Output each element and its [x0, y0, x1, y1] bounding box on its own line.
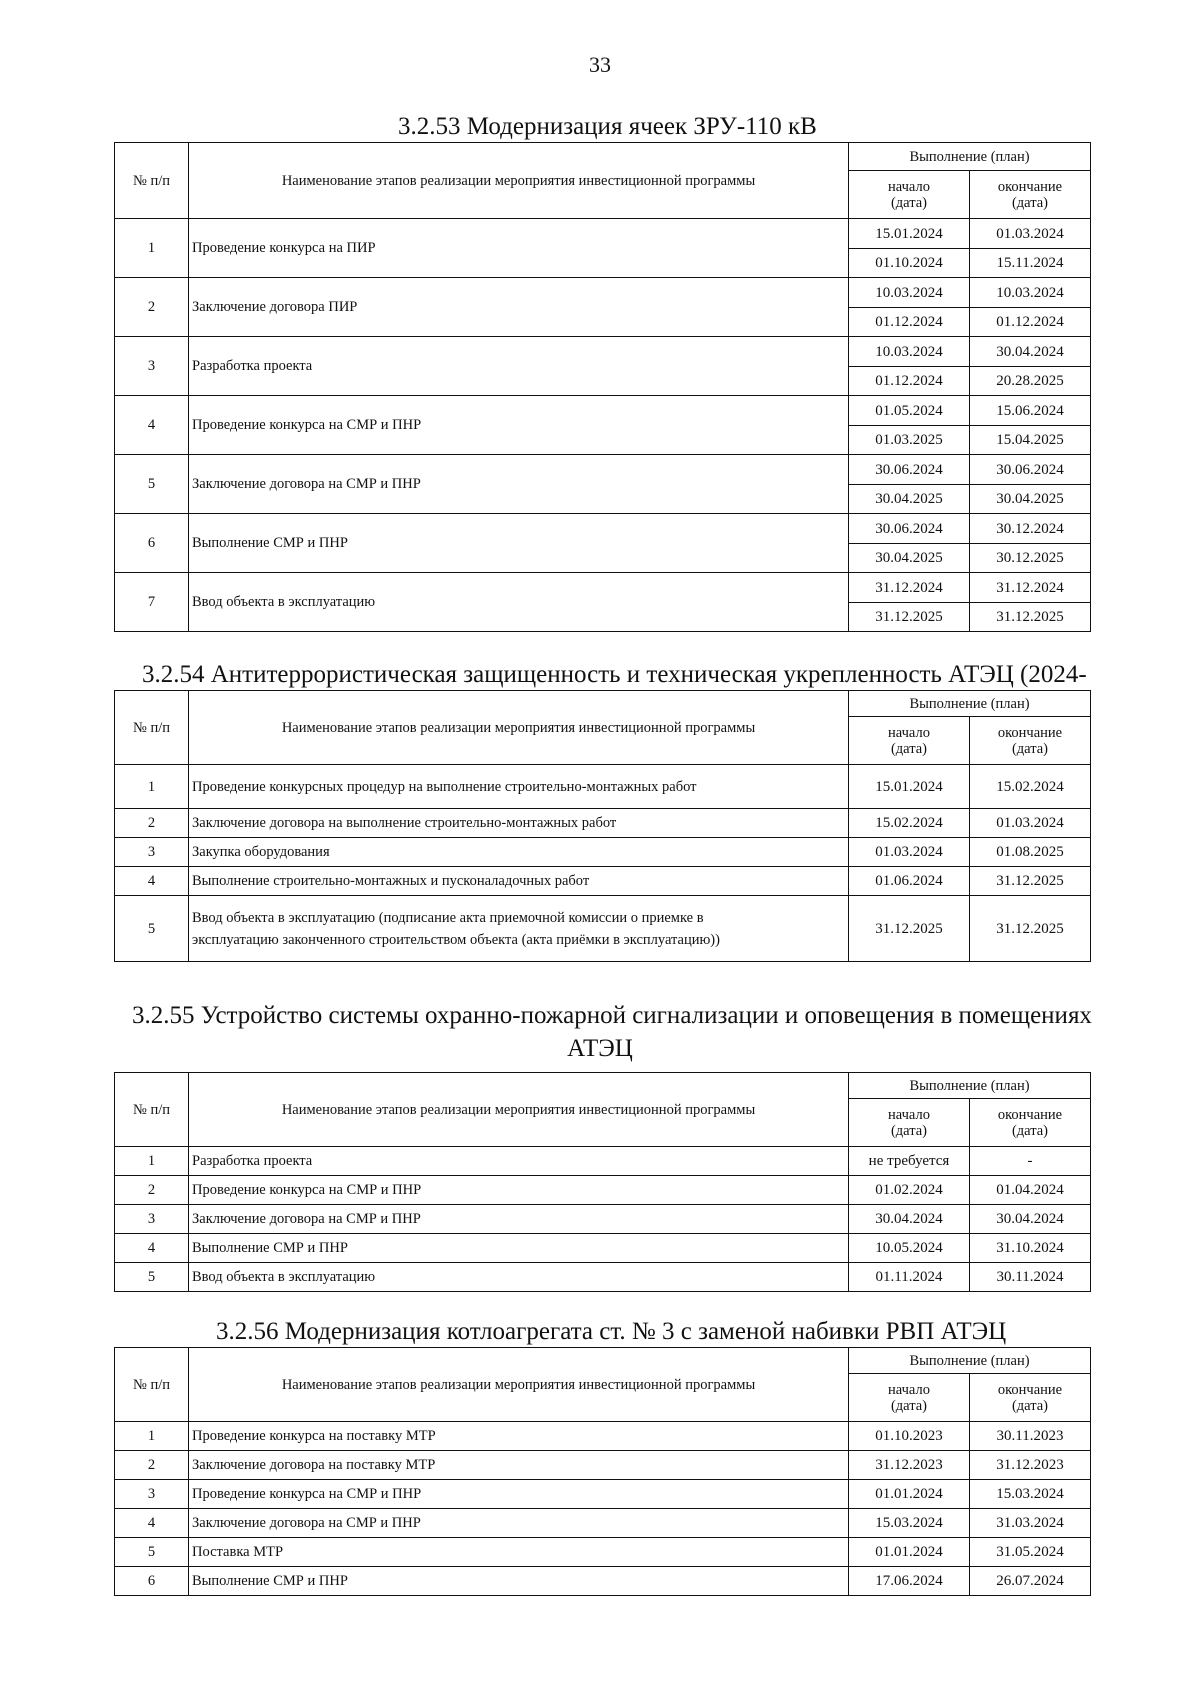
- row-num: 1: [115, 1422, 189, 1451]
- row-end: 01.04.2024: [970, 1176, 1091, 1205]
- header-start-unit: (дата): [890, 1397, 928, 1414]
- section-title-3-2-53: 3.2.53 Модернизация ячеек ЗРУ-110 кВ: [398, 113, 817, 140]
- row-num: 3: [115, 337, 189, 396]
- row-end: 20.28.2025: [970, 367, 1091, 396]
- table-row: [115, 337, 1091, 367]
- row-num: 4: [115, 1234, 189, 1263]
- row-start: 30.06.2024: [849, 455, 970, 485]
- row-end: 31.10.2024: [970, 1234, 1091, 1263]
- header-end-unit: (дата): [1011, 194, 1049, 211]
- header-start: [849, 717, 970, 765]
- row-start: не требуется: [849, 1147, 970, 1176]
- row-name: Заключение договора на СМР и ПНР: [189, 1509, 849, 1538]
- row-start: 01.12.2024: [849, 308, 970, 337]
- row-num: 1: [115, 1147, 189, 1176]
- row-end: 31.12.2025: [970, 896, 1091, 962]
- row-start: 01.01.2024: [849, 1480, 970, 1509]
- row-end: 15.02.2024: [970, 765, 1091, 809]
- row-end: 31.12.2025: [970, 603, 1091, 632]
- table-row: [115, 1205, 1091, 1234]
- row-end: 31.05.2024: [970, 1538, 1091, 1567]
- row-name: Заключение договора ПИР: [189, 278, 849, 337]
- header-end: [970, 171, 1091, 219]
- row-end: 30.11.2024: [970, 1263, 1091, 1292]
- header-start-label: начало: [888, 1381, 930, 1398]
- row-end: 01.03.2024: [970, 219, 1091, 249]
- row-start: 15.02.2024: [849, 809, 970, 838]
- row-name: Ввод объекта в эксплуатацию: [189, 573, 849, 632]
- table-row: [115, 1451, 1091, 1480]
- row-num: 3: [115, 1205, 189, 1234]
- row-name: Заключение договора на выполнение строительно-монтажных работ: [189, 809, 849, 838]
- table-row: [115, 809, 1091, 838]
- row-start: 30.04.2024: [849, 1205, 970, 1234]
- table-row: [115, 1422, 1091, 1451]
- row-name: Поставка МТР: [189, 1538, 849, 1567]
- header-end-label: окончание: [997, 724, 1063, 741]
- row-end: 30.06.2024: [970, 455, 1091, 485]
- table-row: [115, 514, 1091, 544]
- row-start: 01.03.2025: [849, 426, 970, 455]
- header-start-label: начало: [888, 1106, 930, 1123]
- row-start: 10.03.2024: [849, 278, 970, 308]
- table-row: [115, 1176, 1091, 1205]
- row-name-line2: эксплуатацию законченного строительством объекта (акта приёмки в эксплуатацию)): [192, 931, 720, 948]
- row-start: 01.02.2024: [849, 1176, 970, 1205]
- section-title-3-2-55-line1: 3.2.55 Устройство системы охранно-пожарной сигнализации и оповещения в помещениях: [132, 1002, 1092, 1029]
- row-start: 30.04.2025: [849, 485, 970, 514]
- row-num: 1: [115, 765, 189, 809]
- header-name: Наименование этапов реализации мероприятия инвестиционной программы: [189, 1348, 849, 1422]
- row-end: 01.03.2024: [970, 809, 1091, 838]
- table-row: [115, 1509, 1091, 1538]
- table-row: [115, 219, 1091, 249]
- row-num: 6: [115, 514, 189, 573]
- row-name: Разработка проекта: [189, 1147, 849, 1176]
- header-execution: Выполнение (план): [849, 1348, 1091, 1374]
- row-name: Закупка оборудования: [189, 838, 849, 867]
- header-start-unit: (дата): [890, 1122, 928, 1139]
- row-start: 15.03.2024: [849, 1509, 970, 1538]
- row-end: 15.11.2024: [970, 249, 1091, 278]
- row-end: 31.12.2024: [970, 573, 1091, 603]
- row-start: 15.01.2024: [849, 219, 970, 249]
- header-num: № п/п: [115, 1073, 189, 1147]
- table-row: [115, 455, 1091, 485]
- row-end: 01.08.2025: [970, 838, 1091, 867]
- table-row: [115, 1234, 1091, 1263]
- row-end: 31.12.2025: [970, 867, 1091, 896]
- row-num: 2: [115, 809, 189, 838]
- header-end-unit: (дата): [1011, 1122, 1049, 1139]
- row-end: 26.07.2024: [970, 1567, 1091, 1596]
- header-start-label: начало: [888, 724, 930, 741]
- row-num: 5: [115, 1538, 189, 1567]
- row-name: Заключение договора на СМР и ПНР: [189, 455, 849, 514]
- header-start-unit: (дата): [890, 740, 928, 757]
- row-start: 01.10.2024: [849, 249, 970, 278]
- row-end: 30.12.2025: [970, 544, 1091, 573]
- table-3-2-53: [114, 142, 1091, 632]
- table-row: [115, 1538, 1091, 1567]
- header-start-unit: (дата): [890, 194, 928, 211]
- table-3-2-54: [114, 690, 1091, 962]
- row-end: 30.04.2024: [970, 1205, 1091, 1234]
- row-name-line1: Ввод объекта в эксплуатацию (подписание акта приемочной комиссии о приемке в: [192, 909, 704, 926]
- table-3-2-56: [114, 1347, 1091, 1596]
- row-start: 01.12.2024: [849, 367, 970, 396]
- row-end: 01.12.2024: [970, 308, 1091, 337]
- table-row: [115, 765, 1091, 809]
- row-num: 2: [115, 1451, 189, 1480]
- row-end: 31.03.2024: [970, 1509, 1091, 1538]
- row-num: 5: [115, 455, 189, 514]
- row-start: 31.12.2025: [849, 896, 970, 962]
- table-3-2-55: [114, 1072, 1091, 1292]
- table-row: [115, 1147, 1091, 1176]
- header-end: [970, 1374, 1091, 1422]
- table-row: [115, 867, 1091, 896]
- row-name: Выполнение СМР и ПНР: [189, 1234, 849, 1263]
- page-number: 33: [589, 52, 611, 77]
- row-num: 5: [115, 1263, 189, 1292]
- header-end-label: окончание: [997, 1381, 1063, 1398]
- header-start: [849, 171, 970, 219]
- header-end: [970, 717, 1091, 765]
- row-end: 15.03.2024: [970, 1480, 1091, 1509]
- row-start: 31.12.2025: [849, 603, 970, 632]
- row-start: 15.01.2024: [849, 765, 970, 809]
- row-end: 30.11.2023: [970, 1422, 1091, 1451]
- header-num: № п/п: [115, 691, 189, 765]
- table-row: [115, 396, 1091, 426]
- row-start: 30.06.2024: [849, 514, 970, 544]
- row-num: 1: [115, 219, 189, 278]
- header-start: [849, 1374, 970, 1422]
- table-row: [115, 838, 1091, 867]
- row-start: 10.05.2024: [849, 1234, 970, 1263]
- section-title-3-2-55-line2: АТЭЦ: [567, 1035, 633, 1062]
- row-num: 3: [115, 838, 189, 867]
- section-title-3-2-56: 3.2.56 Модернизация котлоагрегата ст. № 3 с заменой набивки РВП АТЭЦ: [216, 1318, 1007, 1345]
- row-num: 7: [115, 573, 189, 632]
- row-start: 31.12.2023: [849, 1451, 970, 1480]
- row-name: Ввод объекта в эксплуатацию: [189, 1263, 849, 1292]
- table-row: [115, 1480, 1091, 1509]
- row-name: Выполнение СМР и ПНР: [189, 1567, 849, 1596]
- row-start: 01.03.2024: [849, 838, 970, 867]
- section-title-3-2-54: 3.2.54 Антитеррористическая защищенность и техническая укрепленность АТЭЦ (2024-: [142, 661, 1087, 688]
- table-row: [115, 896, 1091, 962]
- row-name: [189, 896, 849, 962]
- row-start: 30.04.2025: [849, 544, 970, 573]
- header-end-label: окончание: [997, 1106, 1063, 1123]
- table-row: [115, 573, 1091, 603]
- table-row: [115, 278, 1091, 308]
- row-name: Заключение договора на СМР и ПНР: [189, 1205, 849, 1234]
- row-name: Заключение договора на поставку МТР: [189, 1451, 849, 1480]
- header-name: Наименование этапов реализации мероприятия инвестиционной программы: [189, 143, 849, 219]
- row-end: 15.06.2024: [970, 396, 1091, 426]
- row-start: 17.06.2024: [849, 1567, 970, 1596]
- row-name: Проведение конкурса на СМР и ПНР: [189, 396, 849, 455]
- row-name: Разработка проекта: [189, 337, 849, 396]
- row-name: Проведение конкурса на СМР и ПНР: [189, 1176, 849, 1205]
- row-name: Выполнение СМР и ПНР: [189, 514, 849, 573]
- row-name: Проведение конкурса на СМР и ПНР: [189, 1480, 849, 1509]
- row-num: 4: [115, 396, 189, 455]
- header-start-label: начало: [888, 178, 930, 195]
- row-name: Выполнение строительно-монтажных и пусконаладочных работ: [189, 867, 849, 896]
- table-row: [115, 1263, 1091, 1292]
- row-num: 4: [115, 867, 189, 896]
- header-execution: Выполнение (план): [849, 691, 1091, 717]
- header-end-label: окончание: [997, 178, 1063, 195]
- row-name: Проведение конкурса на поставку МТР: [189, 1422, 849, 1451]
- header-execution: Выполнение (план): [849, 1073, 1091, 1099]
- row-end: 15.04.2025: [970, 426, 1091, 455]
- header-end-unit: (дата): [1011, 740, 1049, 757]
- row-start: 10.03.2024: [849, 337, 970, 367]
- row-start: 31.12.2024: [849, 573, 970, 603]
- header-end: [970, 1099, 1091, 1147]
- header-num: № п/п: [115, 1348, 189, 1422]
- row-num: 5: [115, 896, 189, 962]
- row-num: 2: [115, 1176, 189, 1205]
- row-start: 01.10.2023: [849, 1422, 970, 1451]
- header-name: Наименование этапов реализации мероприятия инвестиционной программы: [189, 1073, 849, 1147]
- row-end: 30.04.2024: [970, 337, 1091, 367]
- table-row: [115, 1567, 1091, 1596]
- row-name: Проведение конкурса на ПИР: [189, 219, 849, 278]
- header-end-unit: (дата): [1011, 1397, 1049, 1414]
- row-end: 30.12.2024: [970, 514, 1091, 544]
- row-end: -: [970, 1147, 1091, 1176]
- row-start: 01.01.2024: [849, 1538, 970, 1567]
- row-start: 01.11.2024: [849, 1263, 970, 1292]
- row-num: 4: [115, 1509, 189, 1538]
- header-name: Наименование этапов реализации мероприятия инвестиционной программы: [189, 691, 849, 765]
- row-end: 10.03.2024: [970, 278, 1091, 308]
- row-start: 01.06.2024: [849, 867, 970, 896]
- row-num: 2: [115, 278, 189, 337]
- row-name: Проведение конкурсных процедур на выполнение строительно-монтажных работ: [189, 765, 849, 809]
- row-num: 3: [115, 1480, 189, 1509]
- row-start: 01.05.2024: [849, 396, 970, 426]
- header-execution: Выполнение (план): [849, 143, 1091, 171]
- row-end: 31.12.2023: [970, 1451, 1091, 1480]
- row-end: 30.04.2025: [970, 485, 1091, 514]
- row-num: 6: [115, 1567, 189, 1596]
- header-start: [849, 1099, 970, 1147]
- header-num: № п/п: [115, 143, 189, 219]
